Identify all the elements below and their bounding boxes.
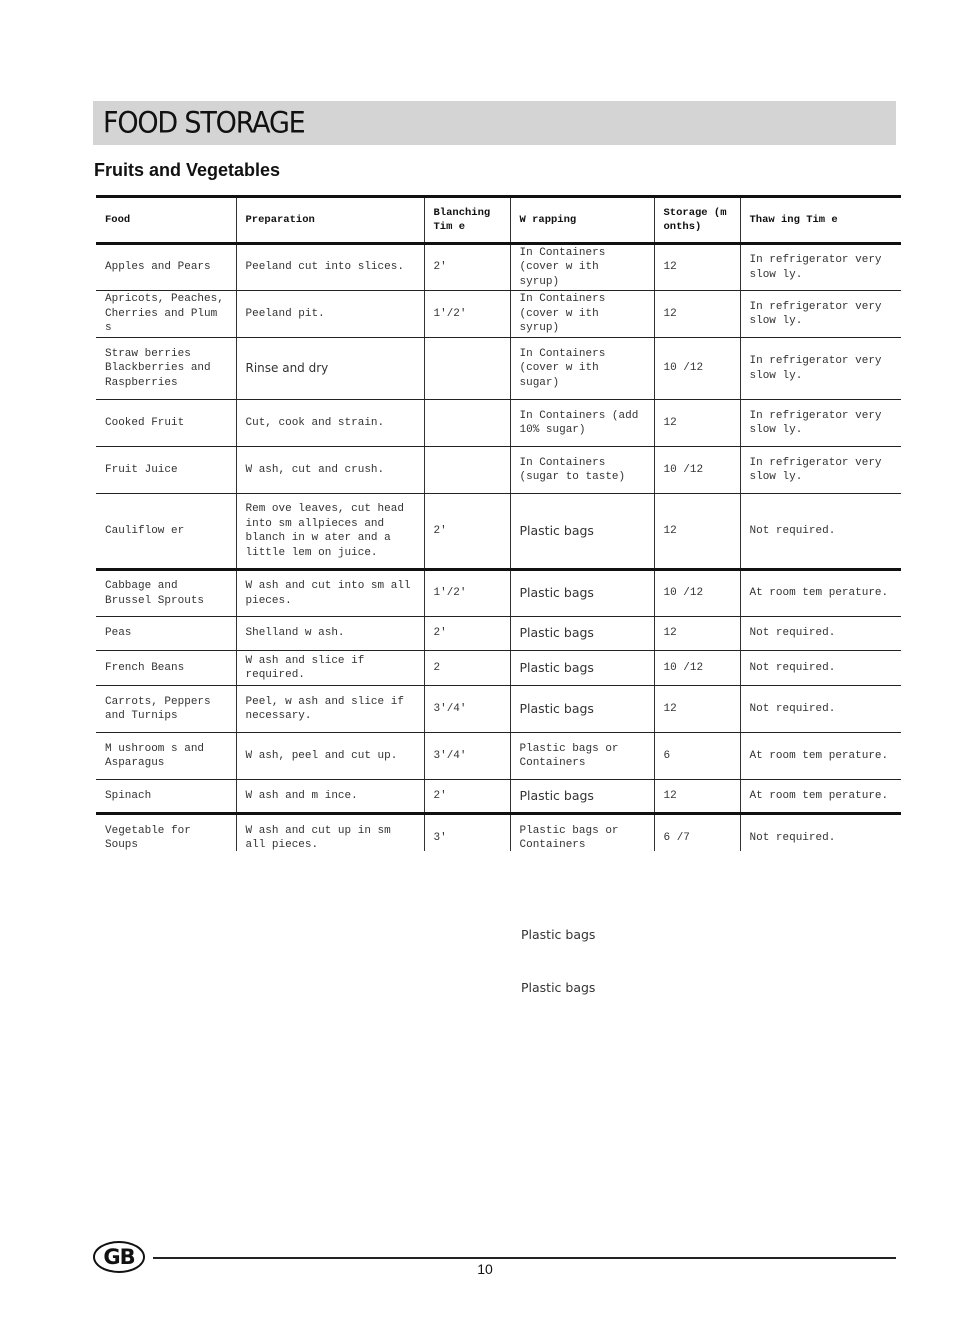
thawing-cell: Not required.	[740, 651, 901, 686]
table-row	[96, 338, 901, 400]
blanching-cell: 2'	[424, 494, 510, 570]
food-cell: Apricots, Peaches, Cherries and Plum s	[96, 291, 236, 338]
food-cell: Cabbage and Brussel Sprouts	[96, 570, 236, 617]
blanching-cell: 3'/4'	[424, 686, 510, 733]
page-title: FOOD STORAGE	[103, 106, 305, 140]
food-cell: M ushroom s and Asparagus	[96, 733, 236, 780]
thawing-cell: Not required.	[740, 814, 901, 862]
blanching-cell	[424, 400, 510, 447]
country-badge: GB	[93, 1241, 145, 1273]
preparation-cell: W ash and m ince.	[236, 780, 424, 814]
thawing-cell: In refrigerator very slow ly.	[740, 244, 901, 291]
storage-cell: 6 /7	[654, 814, 740, 862]
food-cell: Apples and Pears	[96, 244, 236, 291]
wrapping-cell: In Containers (cover w ith syrup)	[510, 244, 654, 291]
section-heading: Fruits and Vegetables	[94, 160, 281, 180]
table-row	[96, 447, 901, 494]
blanching-cell: 1'/2'	[424, 570, 510, 617]
preparation-cell: Cut, cook and strain.	[236, 400, 424, 447]
preparation-cell: Rem ove leaves, cut head into sm allpieces and blanch in w ater and a little lem on juice.	[236, 494, 424, 570]
preparation-cell: W ash and cut into sm all pieces.	[236, 570, 424, 617]
storage-cell: 12	[654, 244, 740, 291]
thawing-cell: At room tem perature.	[740, 570, 901, 617]
thawing-cell: Not required.	[740, 494, 901, 570]
storage-cell: 12	[654, 780, 740, 814]
food-cell: French Beans	[96, 651, 236, 686]
wrapping-cell: Plastic bags	[510, 494, 654, 570]
blanching-cell: 2'	[424, 780, 510, 814]
blanching-cell	[424, 447, 510, 494]
table-row	[96, 651, 901, 686]
preparation-cell: W ash and cut up in sm all pieces.	[236, 814, 424, 862]
thawing-cell: In refrigerator very slow ly.	[740, 400, 901, 447]
storage-cell: 6	[654, 733, 740, 780]
title-bar	[93, 101, 896, 145]
thawing-cell: In refrigerator very slow ly.	[740, 291, 901, 338]
column-header-blanching-time: Blanching Tim e	[424, 197, 510, 244]
wrapping-cell: Plastic bags or Containers	[510, 733, 654, 780]
storage-cell: 12	[654, 400, 740, 447]
storage-cell: 10 /12	[654, 447, 740, 494]
table-header-row	[96, 197, 901, 244]
food-cell: Peas	[96, 617, 236, 651]
table-row	[96, 780, 901, 814]
wrapping-cell: In Containers (cover w ith syrup)	[510, 291, 654, 338]
preparation-cell: Peeland pit.	[236, 291, 424, 338]
blanching-cell: 1'/2'	[424, 291, 510, 338]
blanching-cell: 2'	[424, 244, 510, 291]
food-cell: Vegetable for Soups	[96, 814, 236, 862]
wrapping-cell: In Containers (sugar to taste)	[510, 447, 654, 494]
column-header-storage-months: Storage (m onths)	[654, 197, 740, 244]
storage-cell: 10 /12	[654, 570, 740, 617]
wrapping-cell: Plastic bags	[510, 617, 654, 651]
wrapping-cell: In Containers (add 10% sugar)	[510, 400, 654, 447]
table-row	[96, 494, 901, 570]
table-row	[96, 686, 901, 733]
storage-cell: 12	[654, 617, 740, 651]
preparation-cell: W ash and slice if required.	[236, 651, 424, 686]
wrapping-cell: In Containers (cover w ith sugar)	[510, 338, 654, 400]
blanching-cell: 2'	[424, 617, 510, 651]
storage-cell: 10 /12	[654, 338, 740, 400]
storage-cell: 12	[654, 291, 740, 338]
wrapping-cell: Plastic bags	[510, 686, 654, 733]
thawing-cell: Not required.	[740, 617, 901, 651]
storage-cell: 10 /12	[654, 651, 740, 686]
food-cell: Straw berries Blackberries and Raspberries	[96, 338, 236, 400]
stray-wrapping-label: Plastic bags	[521, 927, 596, 942]
column-header-food: Food	[96, 197, 236, 244]
thawing-cell: Not required.	[740, 686, 901, 733]
food-cell: Carrots, Peppers and Turnips	[96, 686, 236, 733]
food-cell: Cooked Fruit	[96, 400, 236, 447]
wrapping-cell: Plastic bags	[510, 651, 654, 686]
table-row	[96, 291, 901, 338]
thawing-cell: In refrigerator very slow ly.	[740, 447, 901, 494]
preparation-cell: Peeland cut into slices.	[236, 244, 424, 291]
food-cell: Spinach	[96, 780, 236, 814]
storage-cell: 12	[654, 494, 740, 570]
preparation-cell: Peel, w ash and slice if necessary.	[236, 686, 424, 733]
blanching-cell: 2	[424, 651, 510, 686]
wrapping-cell: Plastic bags	[510, 780, 654, 814]
storage-cell: 12	[654, 686, 740, 733]
thawing-cell: At room tem perature.	[740, 780, 901, 814]
table-row	[96, 617, 901, 651]
column-header-wrapping: W rapping	[510, 197, 654, 244]
page-number: 10	[477, 1261, 493, 1277]
food-storage-table	[96, 195, 901, 862]
preparation-cell: Rinse and dry	[236, 338, 424, 400]
food-cell: Cauliflow er	[96, 494, 236, 570]
thawing-cell: In refrigerator very slow ly.	[740, 338, 901, 400]
food-cell: Fruit Juice	[96, 447, 236, 494]
table-row	[96, 733, 901, 780]
blanching-cell	[424, 338, 510, 400]
wrapping-cell: Plastic bags	[510, 570, 654, 617]
footer-divider	[153, 1257, 896, 1259]
table-crop-mask	[90, 851, 920, 881]
table-row	[96, 570, 901, 617]
column-header-thawing-time: Thaw ing Tim e	[740, 197, 901, 244]
stray-wrapping-label: Plastic bags	[521, 980, 596, 995]
thawing-cell: At room tem perature.	[740, 733, 901, 780]
preparation-cell: Shelland w ash.	[236, 617, 424, 651]
column-header-preparation: Preparation	[236, 197, 424, 244]
table-row	[96, 400, 901, 447]
wrapping-cell: Plastic bags or Containers	[510, 814, 654, 862]
blanching-cell: 3'/4'	[424, 733, 510, 780]
preparation-cell: W ash, cut and crush.	[236, 447, 424, 494]
preparation-cell: W ash, peel and cut up.	[236, 733, 424, 780]
table-row	[96, 244, 901, 291]
blanching-cell: 3'	[424, 814, 510, 862]
